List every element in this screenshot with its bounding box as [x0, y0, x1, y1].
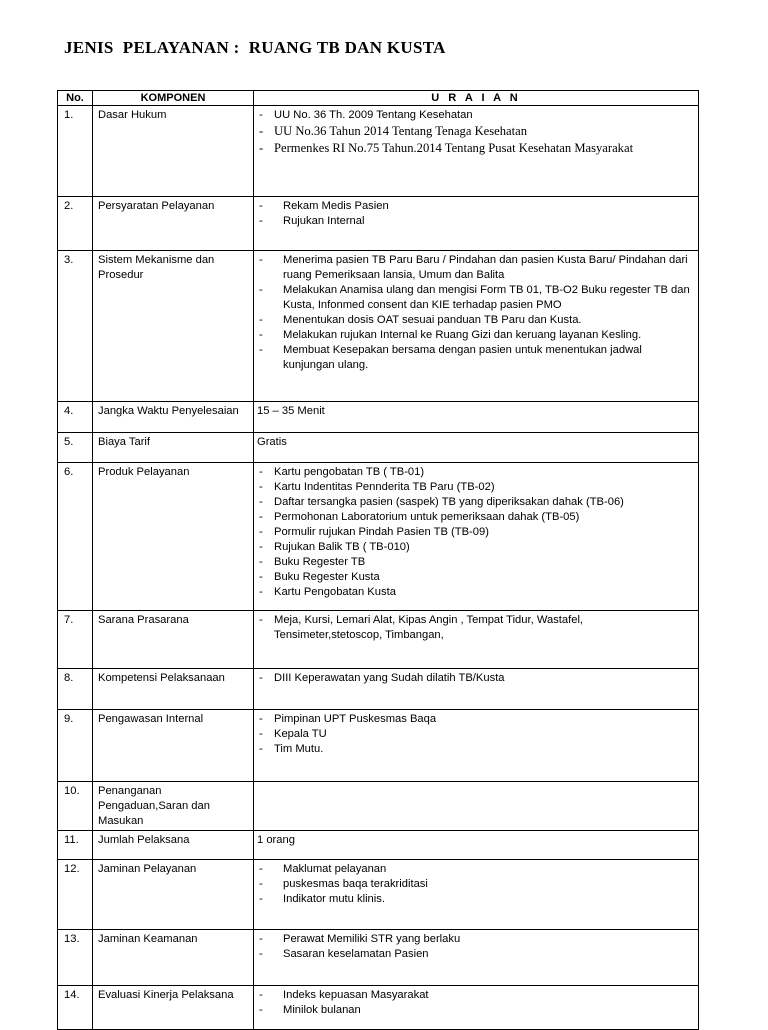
- list-item: - Permohonan Laboratorium untuk pemeriksaan dahak (TB-05): [259, 510, 694, 525]
- list-item: - Melakukan Anamisa ulang dan mengisi Form TB 01, TB-O2 Buku regester TB dan Kusta, Infonmed consent dan KIE terhadap pasien PMO: [259, 283, 694, 313]
- list-item: - Buku Regester Kusta: [259, 570, 694, 585]
- row-number: 14.: [58, 986, 93, 1030]
- list-item: - UU No. 36 Th. 2009 Tentang Kesehatan: [259, 108, 694, 123]
- row-number: 10.: [58, 782, 93, 831]
- row-uraian: [254, 669, 699, 710]
- row-number: 3.: [58, 251, 93, 402]
- row-uraian: 15 – 35 Menit: [254, 402, 699, 433]
- row-number: 12.: [58, 860, 93, 930]
- row-uraian: [254, 860, 699, 930]
- row-komponen: Produk Pelayanan: [93, 463, 254, 611]
- table-row: [58, 986, 699, 1030]
- list-item: - Minilok bulanan: [259, 1003, 694, 1018]
- row-komponen: Pengawasan Internal: [93, 710, 254, 782]
- table-row: [58, 611, 699, 669]
- table-row: [58, 710, 699, 782]
- row-number: 8.: [58, 669, 93, 710]
- row-komponen: Biaya Tarif: [93, 433, 254, 463]
- list-item: - Indeks kepuasan Masyarakat: [259, 988, 694, 1003]
- row-uraian: [254, 986, 699, 1030]
- list-item: - Melakukan rujukan Internal ke Ruang Gizi dan keruang layanan Kesling.: [259, 328, 694, 343]
- list-item: - Menerima pasien TB Paru Baru / Pindahan dan pasien Kusta Baru/ Pindahan dari ruang Pemeriksaan lansia, Umum dan Balita: [259, 253, 694, 283]
- list-item: - Kartu Pengobatan Kusta: [259, 585, 694, 600]
- table-row: [58, 402, 699, 433]
- list-item: - Buku Regester TB: [259, 555, 694, 570]
- row-komponen: Jumlah Pelaksana: [93, 831, 254, 860]
- list-item: - Menentukan dosis OAT sesuai panduan TB Paru dan Kusta.: [259, 313, 694, 328]
- list-item: - DIII Keperawatan yang Sudah dilatih TB/Kusta: [259, 671, 694, 686]
- row-number: 5.: [58, 433, 93, 463]
- list-item: - Membuat Kesepakan bersama dengan pasien untuk menentukan jadwal kunjungan ulang.: [259, 343, 694, 373]
- header-uraian: U R A I A N: [254, 91, 699, 106]
- table-row: [58, 106, 699, 197]
- row-komponen: Jangka Waktu Penyelesaian: [93, 402, 254, 433]
- table-row: [58, 860, 699, 930]
- row-number: 1.: [58, 106, 93, 197]
- row-uraian: Gratis: [254, 433, 699, 463]
- list-item: - Indikator mutu klinis.: [259, 892, 694, 907]
- list-item: - Kartu Indentitas Pennderita TB Paru (TB-02): [259, 480, 694, 495]
- header-no: No.: [58, 91, 93, 106]
- header-komponen: KOMPONEN: [93, 91, 254, 106]
- row-uraian: [254, 197, 699, 251]
- row-uraian: [254, 251, 699, 402]
- list-item: - Meja, Kursi, Lemari Alat, Kipas Angin , Tempat Tidur, Wastafel, Tensimeter,stetoscop, Timbangan,: [259, 613, 694, 643]
- list-item: - Permenkes RI No.75 Tahun.2014 Tentang Pusat Kesehatan Masyarakat: [259, 140, 694, 157]
- list-item: - Tim Mutu.: [259, 742, 694, 757]
- list-item: - UU No.36 Tahun 2014 Tentang Tenaga Kesehatan: [259, 123, 694, 140]
- row-komponen: Sarana Prasarana: [93, 611, 254, 669]
- row-uraian: [254, 710, 699, 782]
- table-row: [58, 197, 699, 251]
- row-uraian: [254, 463, 699, 611]
- page-title: JENIS PELAYANAN : RUANG TB DAN KUSTA: [64, 38, 446, 57]
- row-uraian: [254, 106, 699, 197]
- list-item: - Kartu pengobatan TB ( TB-01): [259, 465, 694, 480]
- list-item: - Daftar tersangka pasien (saspek) TB yang diperiksakan dahak (TB-06): [259, 495, 694, 510]
- row-number: 6.: [58, 463, 93, 611]
- list-item: - Rujukan Internal: [259, 214, 694, 229]
- row-number: 9.: [58, 710, 93, 782]
- list-item: - Perawat Memiliki STR yang berlaku: [259, 932, 694, 947]
- table-row: [58, 669, 699, 710]
- row-komponen: Sistem Mekanisme dan Prosedur: [93, 251, 254, 402]
- row-komponen: Kompetensi Pelaksanaan: [93, 669, 254, 710]
- list-item: - Sasaran keselamatan Pasien: [259, 947, 694, 962]
- list-item: - Pimpinan UPT Puskesmas Baqa: [259, 712, 694, 727]
- row-uraian: 1 orang: [254, 831, 699, 860]
- row-uraian: [254, 930, 699, 986]
- list-item: - Rekam Medis Pasien: [259, 199, 694, 214]
- list-item: - Pormulir rujukan Pindah Pasien TB (TB-09): [259, 525, 694, 540]
- list-item: - Kepala TU: [259, 727, 694, 742]
- row-komponen: Jaminan Keamanan: [93, 930, 254, 986]
- row-uraian: [254, 611, 699, 669]
- table-row: [58, 463, 699, 611]
- row-number: 2.: [58, 197, 93, 251]
- row-komponen: Persyaratan Pelayanan: [93, 197, 254, 251]
- row-komponen: Evaluasi Kinerja Pelaksana: [93, 986, 254, 1030]
- row-komponen: Penanganan Pengaduan,Saran dan Masukan: [93, 782, 254, 831]
- table-row: [58, 433, 699, 463]
- row-komponen: Jaminan Pelayanan: [93, 860, 254, 930]
- row-number: 7.: [58, 611, 93, 669]
- table-row: [58, 782, 699, 831]
- row-uraian: [254, 782, 699, 831]
- list-item: - Maklumat pelayanan: [259, 862, 694, 877]
- row-number: 11.: [58, 831, 93, 860]
- list-item: - Rujukan Balik TB ( TB-010): [259, 540, 694, 555]
- table-row: [58, 251, 699, 402]
- row-number: 13.: [58, 930, 93, 986]
- service-table: [57, 90, 699, 1030]
- row-komponen: Dasar Hukum: [93, 106, 254, 197]
- table-header-row: [58, 91, 699, 106]
- table-row: [58, 930, 699, 986]
- row-number: 4.: [58, 402, 93, 433]
- table-row: [58, 831, 699, 860]
- list-item: - puskesmas baqa terakriditasi: [259, 877, 694, 892]
